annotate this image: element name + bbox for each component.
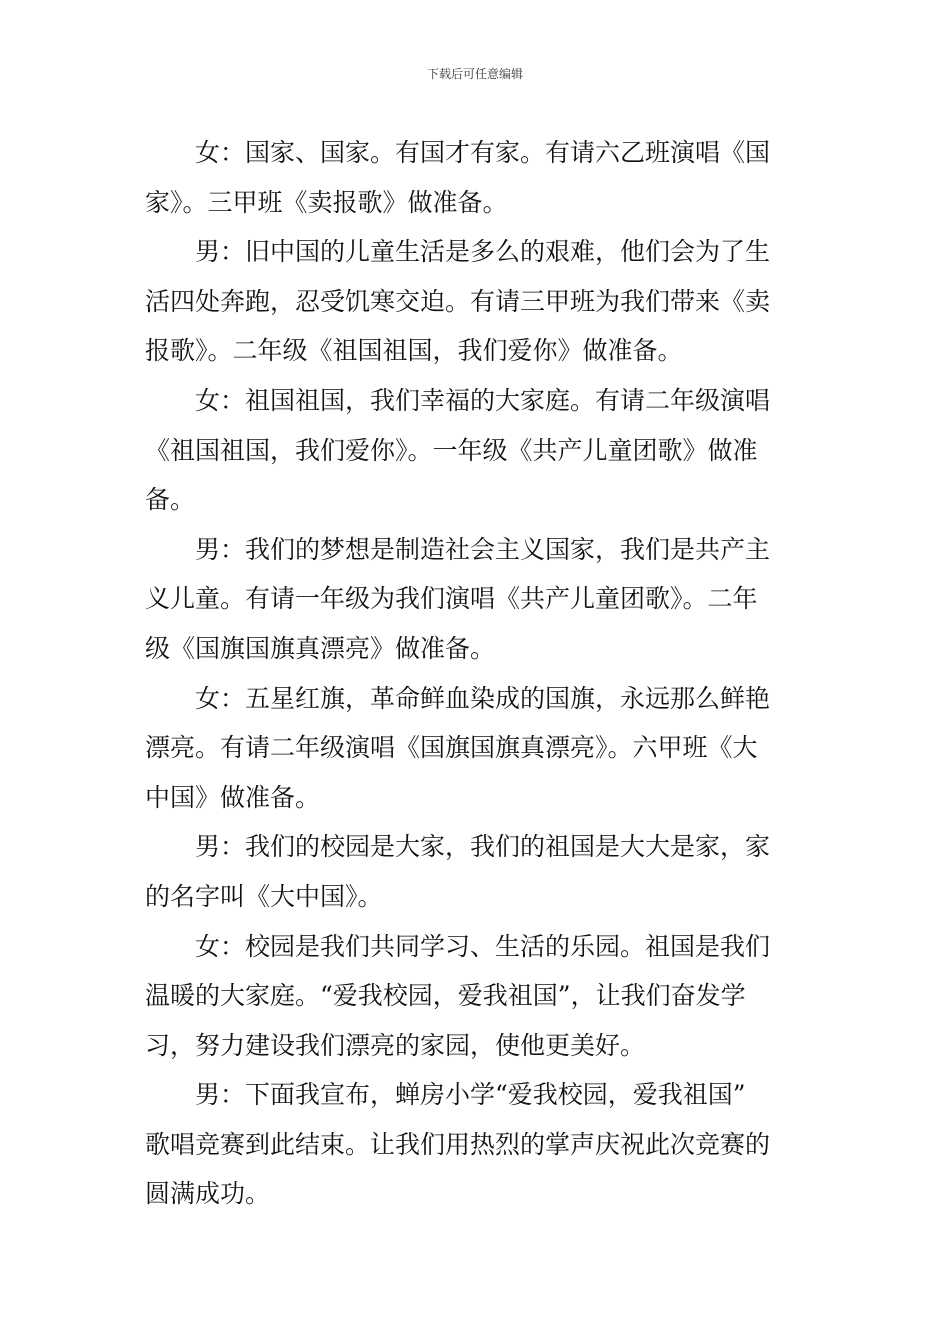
paragraph-line: 义儿童。有请一年级为我们演唱《共产儿童团歌》。二年 <box>145 584 758 614</box>
paragraph-line: 家》。三甲班《卖报歌》做准备。 <box>145 187 508 217</box>
paragraph-line: 女：祖国祖国，我们幸福的大家庭。有请二年级演唱 <box>195 385 771 415</box>
paragraph-line: 男：下面我宣布，蝉房小学“爱我校园，爱我祖国” <box>195 1080 746 1110</box>
paragraph-line: 女：五星红旗，革命鲜血染成的国旗，永远那么鲜艳 <box>195 683 771 713</box>
paragraph-line: 温暖的大家庭。“爱我校园，爱我祖国”，让我们奋发学 <box>145 981 746 1011</box>
paragraph-male-2 <box>145 525 807 674</box>
paragraph-line: 习，努力建设我们漂亮的家园，使他更美好。 <box>145 1030 646 1060</box>
paragraph-male-3 <box>145 822 807 921</box>
paragraph-female-3 <box>145 674 807 823</box>
paragraph-line: 报歌》。二年级《祖国祖国，我们爱你》做准备。 <box>145 336 683 366</box>
paragraph-female-2 <box>145 376 807 525</box>
paragraph-female-4 <box>145 922 807 1071</box>
paragraph-line: 男：我们的校园是大家，我们的祖国是大大是家，家 <box>195 832 771 862</box>
paragraph-line: 级《国旗国旗真漂亮》做准备。 <box>145 633 496 663</box>
paragraph-line: 男：旧中国的儿童生活是多么的艰难，他们会为了生 <box>195 237 771 267</box>
paragraph-line: 活四处奔跑，忍受饥寒交迫。有请三甲班为我们带来《卖 <box>145 286 771 316</box>
document-body <box>145 128 807 1219</box>
paragraph-line: 圆满成功。 <box>145 1179 271 1209</box>
paragraph-line: 女：校园是我们共同学习、生活的乐园。祖国是我们 <box>195 931 771 961</box>
paragraph-line: 歌唱竞赛到此结束。让我们用热烈的掌声庆祝此次竞赛的 <box>145 1129 771 1159</box>
paragraph-male-1 <box>145 227 807 376</box>
paragraph-line: 男：我们的梦想是制造社会主义国家，我们是共产主 <box>195 534 771 564</box>
paragraph-line: 女：国家、国家。有国才有家。有请六乙班演唱《国 <box>195 138 771 167</box>
paragraph-male-4 <box>145 1070 807 1219</box>
paragraph-line: 备。 <box>145 485 196 515</box>
paragraph-line: 《祖国祖国，我们爱你》。一年级《共产儿童团歌》做准 <box>145 435 758 465</box>
paragraph-line: 漂亮。有请二年级演唱《国旗国旗真漂亮》。六甲班《大 <box>145 733 758 763</box>
paragraph-line: 中国》做准备。 <box>145 782 321 812</box>
page-header-note: 下载后可任意编辑 <box>426 67 523 81</box>
paragraph-female-1 <box>145 128 807 227</box>
paragraph-line: 的名字叫《大中国》。 <box>145 881 383 911</box>
